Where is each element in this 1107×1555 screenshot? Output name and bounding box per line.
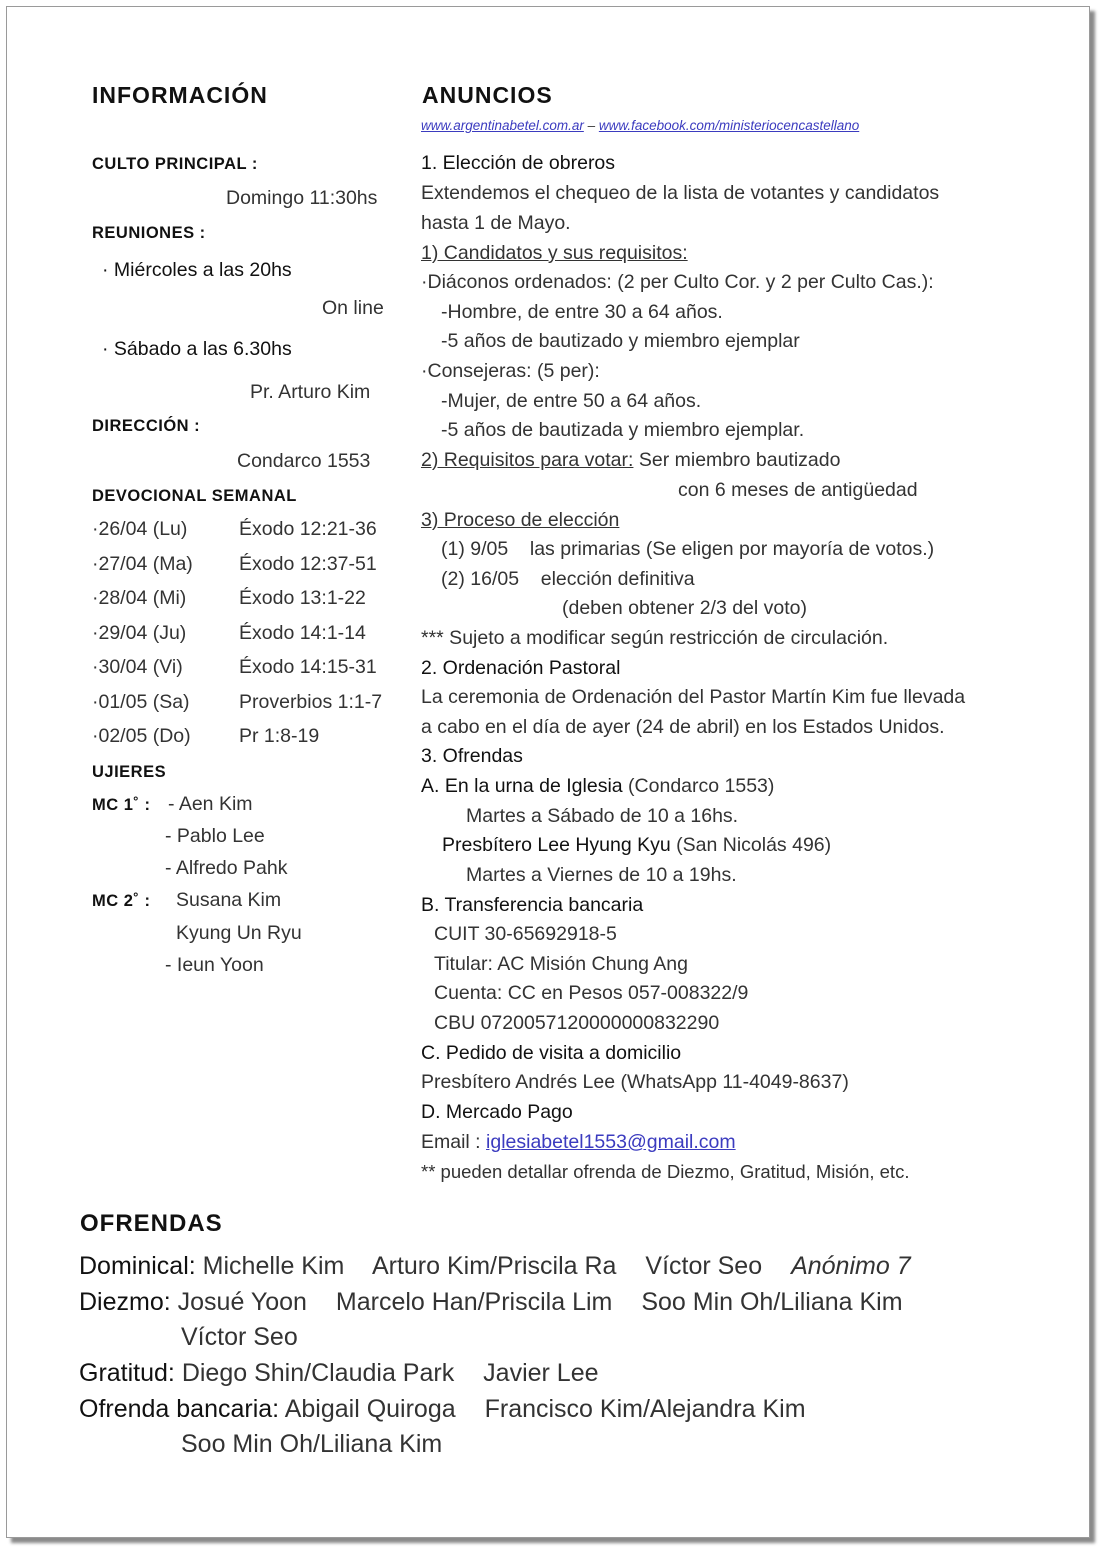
- direccion-label: DIRECCIÓN :: [92, 417, 201, 435]
- email-line: [421, 1131, 736, 1154]
- bancaria-name: Francisco Kim/Alejandra Kim: [484, 1395, 806, 1423]
- ofrenda-a: [421, 775, 774, 798]
- mc2-usher-1: Susana Kim: [176, 889, 282, 911]
- ujieres-label: UJIERES: [92, 763, 167, 781]
- gratitud-label: Gratitud:: [79, 1359, 175, 1387]
- facebook-link[interactable]: www.facebook.com/ministeriocencastellano: [598, 118, 860, 133]
- s1-requisitos-votar: [421, 449, 840, 472]
- s1-note: *** Sujeto a modificar según restricción de circulación.: [421, 627, 889, 649]
- s1-candidatos: 1) Candidatos y sus requisitos:: [421, 242, 688, 264]
- direccion-value: Condarco 1553: [237, 450, 371, 472]
- section-2-title: 2. Ordenación Pastoral: [421, 657, 621, 679]
- requisitos-text: Ser miembro bautizado: [633, 449, 841, 471]
- bancaria-name: Soo Min Oh/Liliana Kim: [181, 1430, 443, 1458]
- section-1-title: 1. Elección de obreros: [421, 152, 616, 174]
- devocional-label: DEVOCIONAL SEMANAL: [92, 487, 297, 505]
- ofrenda-d-title: D. Mercado Pago: [421, 1101, 573, 1123]
- dominical-row: [79, 1252, 911, 1281]
- s1-consejeras-a: -Mujer, de entre 50 a 64 años.: [441, 390, 702, 412]
- ofrenda-a2: [442, 834, 831, 857]
- reunion-miercoles-sub: On line: [322, 297, 384, 319]
- requisitos-label: 2) Requisitos para votar:: [421, 449, 634, 471]
- devocional-passage: Éxodo 14:1-14: [239, 621, 366, 644]
- diezmo-name: Marcelo Han/Priscila Lim: [335, 1288, 613, 1316]
- ofrenda-a-hours: Martes a Sábado de 10 a 16hs.: [466, 805, 739, 827]
- devocional-date: ·01/05 (Sa): [92, 690, 190, 713]
- mc2-usher-3: - Ieun Yoon: [165, 954, 264, 976]
- bancaria-label: Ofrenda bancaria:: [79, 1395, 280, 1423]
- dominical-name: Víctor Seo: [645, 1252, 763, 1280]
- reunion-miercoles: · Miércoles a las 20hs: [102, 259, 292, 281]
- devocional-date: ·30/04 (Vi): [92, 656, 183, 678]
- ofrenda-a2-title: Presbítero Lee Hyung Kyu: [442, 834, 671, 856]
- ofrenda-a2-address: (San Nicolás 496): [670, 834, 832, 856]
- s1-diaconos-b: -5 años de bautizado y miembro ejemplar: [441, 330, 800, 352]
- reunion-sabado-sub: Pr. Arturo Kim: [250, 381, 371, 403]
- links-separator: –: [583, 118, 599, 133]
- ofrendas-title: OFRENDAS: [80, 1210, 223, 1237]
- gratitud-row: [79, 1359, 599, 1388]
- s1-proceso-2: (2) 16/05 elección definitiva: [441, 568, 695, 590]
- diezmo-name: Víctor Seo: [181, 1323, 298, 1351]
- section-3-title: 3. Ofrendas: [421, 745, 523, 767]
- devocional-date: ·27/04 (Ma): [92, 552, 193, 575]
- ofrenda-a-address: (Condarco 1553): [622, 775, 775, 797]
- ofrenda-a2-hours: Martes a Viernes de 10 a 19hs.: [466, 864, 737, 886]
- diezmo-name: Soo Min Oh/Liliana Kim: [641, 1288, 903, 1316]
- s1-proceso-3: (deben obtener 2/3 del voto): [562, 597, 808, 619]
- dominical-name: Anónimo 7: [791, 1252, 911, 1280]
- s1-consejeras: ·Consejeras: (5 per):: [421, 360, 600, 382]
- mc1-usher-2: - Pablo Lee: [165, 825, 265, 847]
- devocional-date: ·28/04 (Mi): [92, 587, 187, 609]
- bank-cuenta: Cuenta: CC en Pesos 057-008322/9: [434, 982, 749, 1004]
- reuniones-label: REUNIONES :: [92, 224, 206, 242]
- anuncios-title: ANUNCIOS: [422, 82, 553, 108]
- bancaria-row: [79, 1395, 806, 1424]
- devocional-date: ·02/05 (Do): [92, 725, 191, 747]
- mc2-usher-2: Kyung Un Ryu: [176, 922, 302, 944]
- gratitud-name: Javier Lee: [483, 1359, 599, 1387]
- email-link[interactable]: iglesiabetel1553@gmail.com: [486, 1131, 736, 1153]
- devocional-passage: Éxodo 13:1-22: [239, 587, 366, 609]
- informacion-title: INFORMACIÓN: [92, 82, 268, 108]
- devocional-passage: Éxodo 12:37-51: [239, 552, 377, 575]
- diezmo-row: [79, 1288, 903, 1317]
- reunion-sabado: · Sábado a las 6.30hs: [102, 338, 292, 360]
- dominical-label: Dominical:: [79, 1252, 196, 1280]
- bank-cuit: CUIT 30-65692918-5: [434, 923, 617, 945]
- mc1-usher-3: - Alfredo Pahk: [165, 857, 288, 879]
- ofrenda-b-title: B. Transferencia bancaria: [421, 894, 644, 916]
- diezmo-name: Josué Yoon: [177, 1288, 307, 1316]
- devocional-date: ·26/04 (Lu): [92, 518, 188, 540]
- mc1-usher-1: - Aen Kim: [168, 793, 253, 815]
- ofrenda-a-title: A. En la urna de Iglesia: [421, 775, 623, 797]
- mc1-label: MC 1˚ :: [92, 796, 151, 814]
- bank-titular: Titular: AC Misión Chung Ang: [434, 953, 688, 975]
- s1-proceso: 3) Proceso de elección: [421, 509, 620, 531]
- devocional-passage: Éxodo 14:15-31: [239, 656, 377, 678]
- s1-line-2: hasta 1 de Mayo.: [421, 212, 571, 234]
- diezmo-label: Diezmo:: [79, 1288, 171, 1316]
- bancaria-name: Abigail Quiroga: [284, 1395, 456, 1423]
- s1-proceso-1: (1) 9/05 las primarias (Se eligen por mayoría de votos.): [441, 538, 935, 560]
- header-links: [421, 117, 859, 135]
- s1-diaconos-a: -Hombre, de entre 30 a 64 años.: [441, 301, 723, 323]
- s1-line-1: Extendemos el chequeo de la lista de votantes y candidatos: [421, 182, 940, 204]
- mercado-pago-note: ** pueden detallar ofrenda de Diezmo, Gratitud, Misión, etc.: [421, 1161, 910, 1182]
- dominical-name: Arturo Kim/Priscila Ra: [371, 1252, 617, 1280]
- culto-principal-value: Domingo 11:30hs: [226, 187, 378, 209]
- email-label: Email :: [421, 1131, 487, 1153]
- culto-principal-label: CULTO PRINCIPAL :: [92, 155, 258, 173]
- s2-line-1: La ceremonia de Ordenación del Pastor Martín Kim fue llevada: [421, 686, 966, 708]
- bank-cbu: CBU 0720057120000000832290: [434, 1012, 720, 1034]
- dominical-name: Michelle Kim: [202, 1252, 345, 1280]
- devocional-passage: Éxodo 12:21-36: [239, 518, 377, 540]
- visita-contact: Presbítero Andrés Lee (WhatsApp 11-4049-8637): [421, 1071, 849, 1093]
- website-link[interactable]: www.argentinabetel.com.ar: [421, 118, 584, 133]
- devocional-passage: Pr 1:8-19: [239, 725, 320, 747]
- devocional-date: ·29/04 (Ju): [92, 621, 187, 644]
- s1-consejeras-b: -5 años de bautizada y miembro ejemplar.: [441, 419, 805, 441]
- s1-diaconos: ·Diáconos ordenados: (2 per Culto Cor. y 2 per Culto Cas.):: [421, 271, 934, 293]
- ofrenda-c-title: C. Pedido de visita a domicilio: [421, 1042, 682, 1064]
- gratitud-name: Diego Shin/Claudia Park: [181, 1359, 455, 1387]
- s2-line-2: a cabo en el día de ayer (24 de abril) en los Estados Unidos.: [421, 716, 945, 738]
- devocional-passage: Proverbios 1:1-7: [239, 690, 383, 713]
- s1-requisitos-2: con 6 meses de antigüedad: [678, 479, 918, 501]
- mc2-label: MC 2˚ :: [92, 892, 151, 910]
